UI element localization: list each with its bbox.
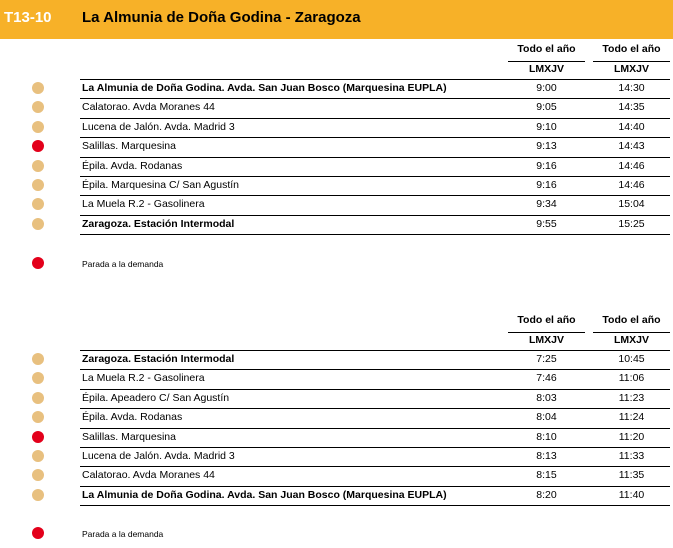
table-row — [0, 389, 673, 408]
departure-time-1: 9:55 — [536, 217, 557, 230]
departure-time-1: 8:20 — [536, 488, 557, 501]
table-row — [0, 408, 673, 427]
departure-time-1: 9:05 — [536, 101, 557, 114]
stop-dot-icon — [32, 82, 44, 94]
table-row — [0, 486, 673, 505]
departure-time-2: 14:40 — [618, 120, 645, 133]
header-divider — [593, 61, 670, 62]
stop-dot-icon — [32, 179, 44, 191]
demand-stop-dot-icon — [32, 431, 44, 443]
stop-dot-icon — [32, 450, 44, 462]
departure-time-2: 14:43 — [618, 140, 645, 153]
departure-time-2: 15:25 — [618, 217, 645, 230]
header-divider — [508, 332, 585, 333]
departure-time-1: 9:00 — [536, 82, 557, 94]
departure-time-1: 9:10 — [536, 120, 557, 133]
departure-time-2: 14:35 — [618, 101, 645, 114]
stop-dot-icon — [32, 469, 44, 481]
stop-name: Épila. Apeadero C/ San Agustín — [82, 391, 230, 404]
stop-name: Épila. Marquesina C/ San Agustín — [82, 179, 240, 191]
departure-time-2: 14:46 — [618, 179, 645, 191]
departure-time-1: 9:34 — [536, 198, 557, 211]
legend-text: Parada a la demanda — [82, 529, 164, 539]
demand-stop-dot-icon — [32, 140, 44, 152]
table-row — [0, 157, 673, 176]
stop-name: Lucena de Jalón. Avda. Madrid 3 — [82, 120, 235, 133]
stop-name: La Muela R.2 - Gasolinera — [82, 372, 205, 385]
stop-dot-icon — [32, 411, 44, 423]
departure-time-1: 9:16 — [536, 179, 557, 191]
departure-time-1: 8:10 — [536, 430, 557, 443]
stop-dot-icon — [32, 121, 44, 133]
departure-time-1: 9:13 — [536, 140, 557, 153]
days-label-2: LMXJV — [613, 334, 649, 346]
days-label-2: LMXJV — [613, 63, 649, 75]
stop-name: La Almunia de Doña Godina. Avda. San Juan Bosco (Marquesina EUPLA) — [82, 82, 447, 94]
table-row — [0, 195, 673, 214]
route-title: La Almunia de Doña Godina - Zaragoza — [82, 9, 361, 26]
table-row — [0, 137, 673, 156]
stop-name: Zaragoza. Estación Intermodal — [82, 217, 235, 230]
table-row — [0, 118, 673, 137]
column-header-2: Todo el año — [602, 314, 661, 326]
departure-time-2: 10:45 — [618, 353, 645, 365]
days-label-1: LMXJV — [528, 334, 564, 346]
table-row — [0, 428, 673, 447]
table-row — [0, 79, 673, 98]
table-row — [0, 98, 673, 117]
stop-dot-icon — [32, 198, 44, 210]
column-header-2: Todo el año — [602, 43, 661, 55]
stop-name: Calatorao. Avda Moranes 44 — [82, 469, 215, 482]
timetable-return — [0, 310, 673, 548]
departure-time-2: 11:24 — [618, 411, 645, 424]
timetable-outbound — [0, 39, 673, 279]
departure-time-1: 7:46 — [536, 372, 557, 385]
departure-time-2: 15:04 — [618, 198, 645, 211]
stop-dot-icon — [32, 218, 44, 230]
departure-time-1: 8:03 — [536, 391, 557, 404]
departure-time-1: 7:25 — [536, 353, 557, 365]
departure-time-2: 11:33 — [618, 450, 645, 462]
days-label-1: LMXJV — [528, 63, 564, 75]
departure-time-1: 8:04 — [536, 411, 557, 424]
departure-time-2: 14:30 — [618, 82, 645, 94]
column-header-1: Todo el año — [517, 314, 576, 326]
stop-name: La Muela R.2 - Gasolinera — [82, 198, 205, 211]
departure-time-1: 8:13 — [536, 450, 557, 462]
row-rule — [80, 234, 670, 235]
stop-dot-icon — [32, 489, 44, 501]
stop-name: Zaragoza. Estación Intermodal — [82, 353, 235, 365]
departure-time-2: 11:06 — [618, 372, 645, 385]
stop-dot-icon — [32, 392, 44, 404]
legend-text: Parada a la demanda — [82, 259, 164, 269]
departure-time-1: 9:16 — [536, 159, 557, 172]
stop-name: Épila. Avda. Rodanas — [82, 411, 183, 424]
stop-name: Épila. Avda. Rodanas — [82, 159, 183, 172]
stop-dot-icon — [32, 160, 44, 172]
table-row — [0, 466, 673, 485]
stop-dot-icon — [32, 101, 44, 113]
table-row — [0, 369, 673, 388]
departure-time-2: 11:23 — [618, 391, 645, 404]
row-rule — [80, 505, 670, 506]
table-row — [0, 215, 673, 234]
column-header-1: Todo el año — [517, 43, 576, 55]
header-divider — [593, 332, 670, 333]
route-header — [0, 0, 673, 39]
table-row — [0, 176, 673, 195]
stop-name: Lucena de Jalón. Avda. Madrid 3 — [82, 450, 235, 462]
departure-time-2: 11:40 — [618, 488, 645, 501]
table-row — [0, 447, 673, 466]
stop-dot-icon — [32, 353, 44, 365]
stop-name: Salillas. Marquesina — [82, 140, 176, 153]
departure-time-2: 11:20 — [618, 430, 645, 443]
departure-time-2: 11:35 — [618, 469, 645, 482]
route-code: T13-10 — [4, 9, 52, 26]
departure-time-2: 14:46 — [618, 159, 645, 172]
stop-name: Calatorao. Avda Moranes 44 — [82, 101, 215, 114]
stop-name: Salillas. Marquesina — [82, 430, 176, 443]
table-row — [0, 350, 673, 369]
departure-time-1: 8:15 — [536, 469, 557, 482]
demand-stop-legend-icon — [32, 527, 44, 539]
header-divider — [508, 61, 585, 62]
demand-stop-legend-icon — [32, 257, 44, 269]
stop-dot-icon — [32, 372, 44, 384]
stop-name: La Almunia de Doña Godina. Avda. San Juan Bosco (Marquesina EUPLA) — [82, 488, 447, 501]
